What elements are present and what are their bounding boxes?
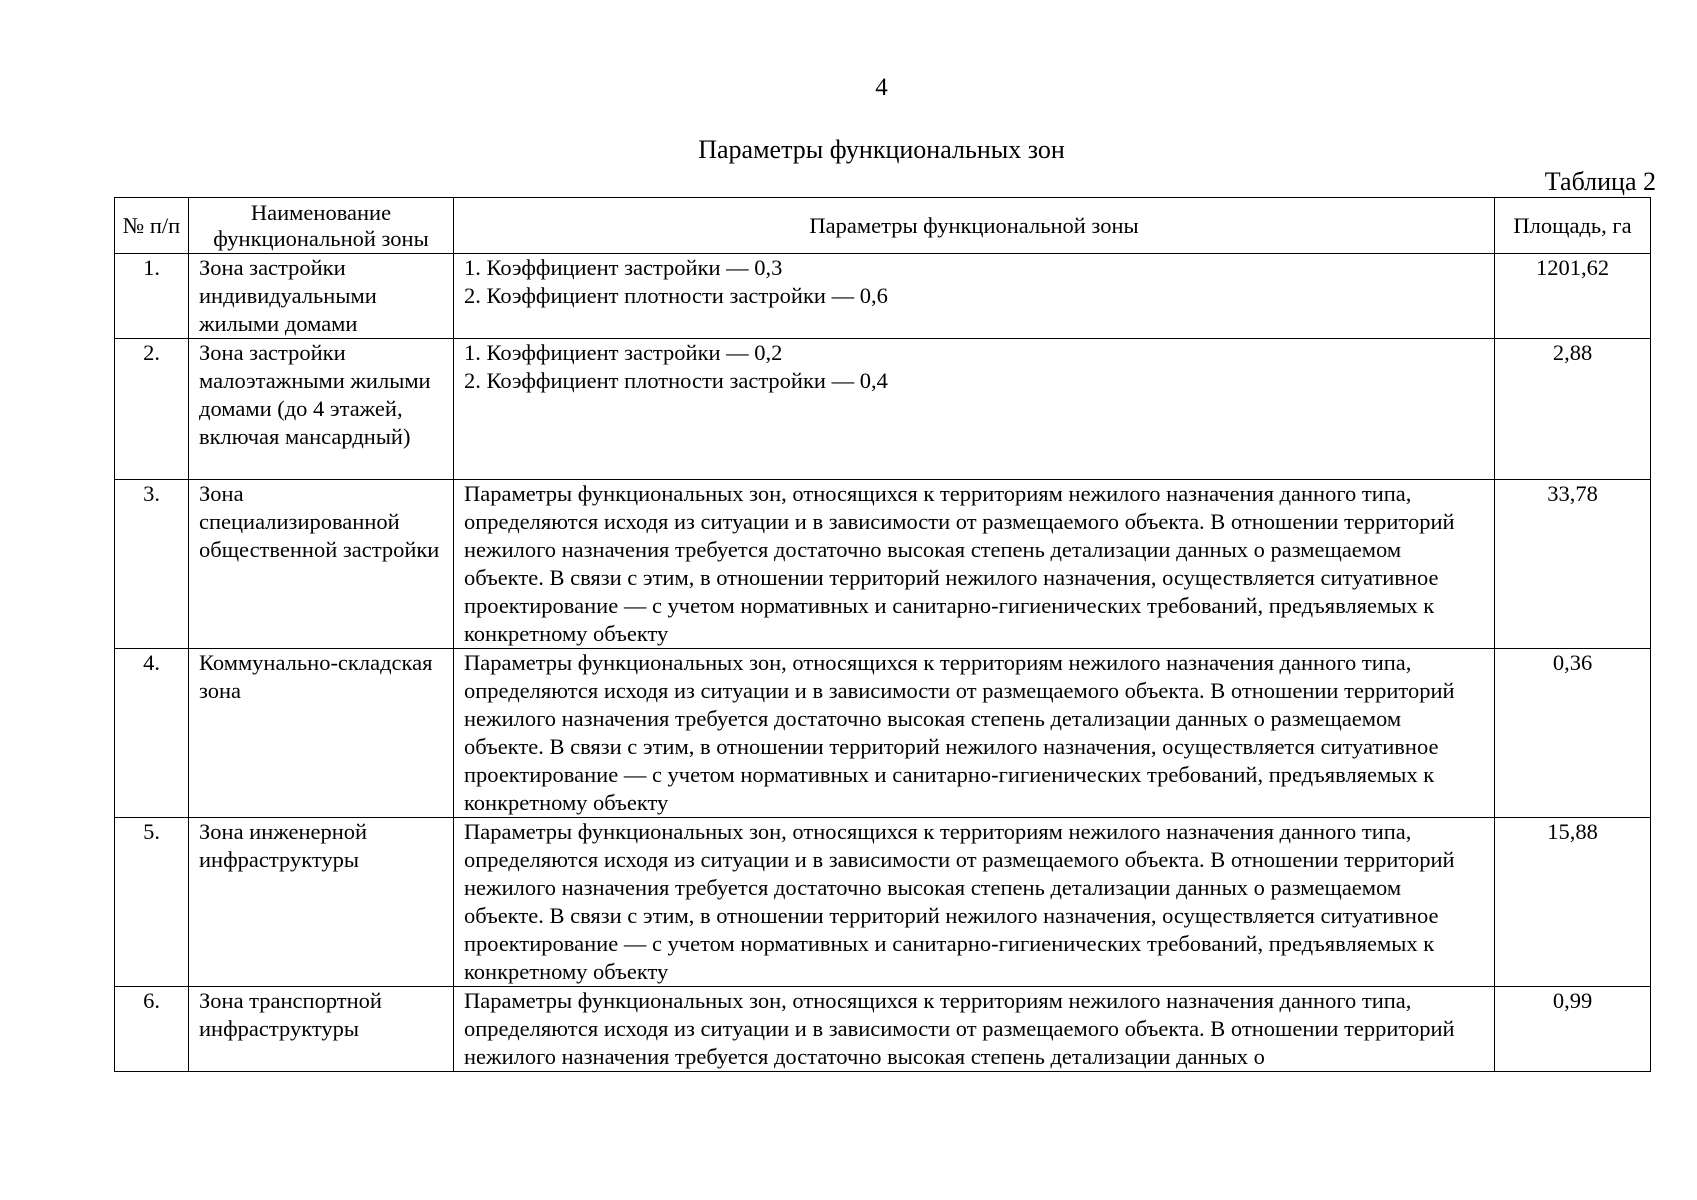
params-line: 2. Коэффициент плотности застройки — 0,4	[464, 368, 888, 393]
header-area: Площадь, га	[1495, 198, 1651, 254]
table-label: Таблица 2	[1544, 167, 1656, 196]
params-line: 2. Коэффициент плотности застройки — 0,6	[464, 283, 888, 308]
header-num: № п/п	[115, 198, 189, 254]
zone-params: Параметры функциональных зон, относящихся к территориям нежилого назначения данного типа, определяются исходя из ситуации и в зависимости от размещаемого объекта. В отношении территорий нежилого назначения требуется достаточно высокая степень детализации данных о размещаемом объекте. В связи с этим, в отношении территорий нежилого назначения, осуществляется ситуативное проектирование — с учетом нормативных и санитарно-гигиенических требований, предъявляемых к конкретному объекту	[454, 818, 1495, 987]
zone-params	[454, 339, 1495, 480]
zone-params-text: Параметры функциональных зон, относящихся к территориям нежилого назначения данного типа, определяются исходя из ситуации и в зависимости от размещаемого объекта. В отношении территорий нежилого назначения требуется достаточно высокая степень детализации данных о	[464, 988, 1455, 1069]
row-num: 5.	[115, 818, 189, 987]
params-line: 1. Коэффициент застройки — 0,2	[464, 340, 783, 365]
zone-area: 0,36	[1495, 649, 1651, 818]
row-num: 2.	[115, 339, 189, 480]
header-params: Параметры функциональной зоны	[454, 198, 1495, 254]
row-num: 3.	[115, 480, 189, 649]
zone-area: 15,88	[1495, 818, 1651, 987]
zone-params: Параметры функциональных зон, относящихся к территориям нежилого назначения данного типа, определяются исходя из ситуации и в зависимости от размещаемого объекта. В отношении территорий нежилого назначения требуется достаточно высокая степень детализации данных о размещаемом объекте. В связи с этим, в отношении территорий нежилого назначения, осуществляется ситуативное проектирование — с учетом нормативных и санитарно-гигиенических требований, предъявляемых к конкретному объекту	[454, 649, 1495, 818]
zone-name: Зона инженерной инфраструктуры	[189, 818, 454, 987]
row-num: 6.	[115, 987, 189, 1072]
functional-zones-table	[114, 197, 1651, 1072]
zone-name: Зона застройки индивидуальными жилыми домами	[189, 254, 454, 339]
zone-name: Зона специализированной общественной застройки	[189, 480, 454, 649]
zone-area: 2,88	[1495, 339, 1651, 480]
zone-area: 1201,62	[1495, 254, 1651, 339]
row-num: 4.	[115, 649, 189, 818]
zone-params	[454, 254, 1495, 339]
zone-name: Зона транспортной инфраструктуры	[189, 987, 454, 1072]
page-title: Параметры функциональных зон	[698, 135, 1065, 164]
table-row	[115, 649, 1651, 818]
zone-params	[454, 987, 1495, 1072]
zone-params: Параметры функциональных зон, относящихся к территориям нежилого назначения данного типа, определяются исходя из ситуации и в зависимости от размещаемого объекта. В отношении территорий нежилого назначения требуется достаточно высокая степень детализации данных о размещаемом объекте. В связи с этим, в отношении территорий нежилого назначения, осуществляется ситуативное проектирование — с учетом нормативных и санитарно-гигиенических требований, предъявляемых к конкретному объекту	[454, 480, 1495, 649]
table-header-row	[115, 198, 1651, 254]
zone-name: Коммунально-складская зона	[189, 649, 454, 818]
params-line: 1. Коэффициент застройки — 0,3	[464, 255, 783, 280]
table-row	[115, 254, 1651, 339]
zone-area: 0,99	[1495, 987, 1651, 1072]
zone-name: Зона застройки малоэтажными жилыми домами (до 4 этажей, включая мансардный)	[189, 339, 454, 480]
zone-area: 33,78	[1495, 480, 1651, 649]
header-name: Наименование функциональной зоны	[189, 198, 454, 254]
table-row	[115, 480, 1651, 649]
page-number: 4	[875, 74, 888, 101]
table-row	[115, 818, 1651, 987]
table-row	[115, 339, 1651, 480]
row-num: 1.	[115, 254, 189, 339]
table-row	[115, 987, 1651, 1072]
